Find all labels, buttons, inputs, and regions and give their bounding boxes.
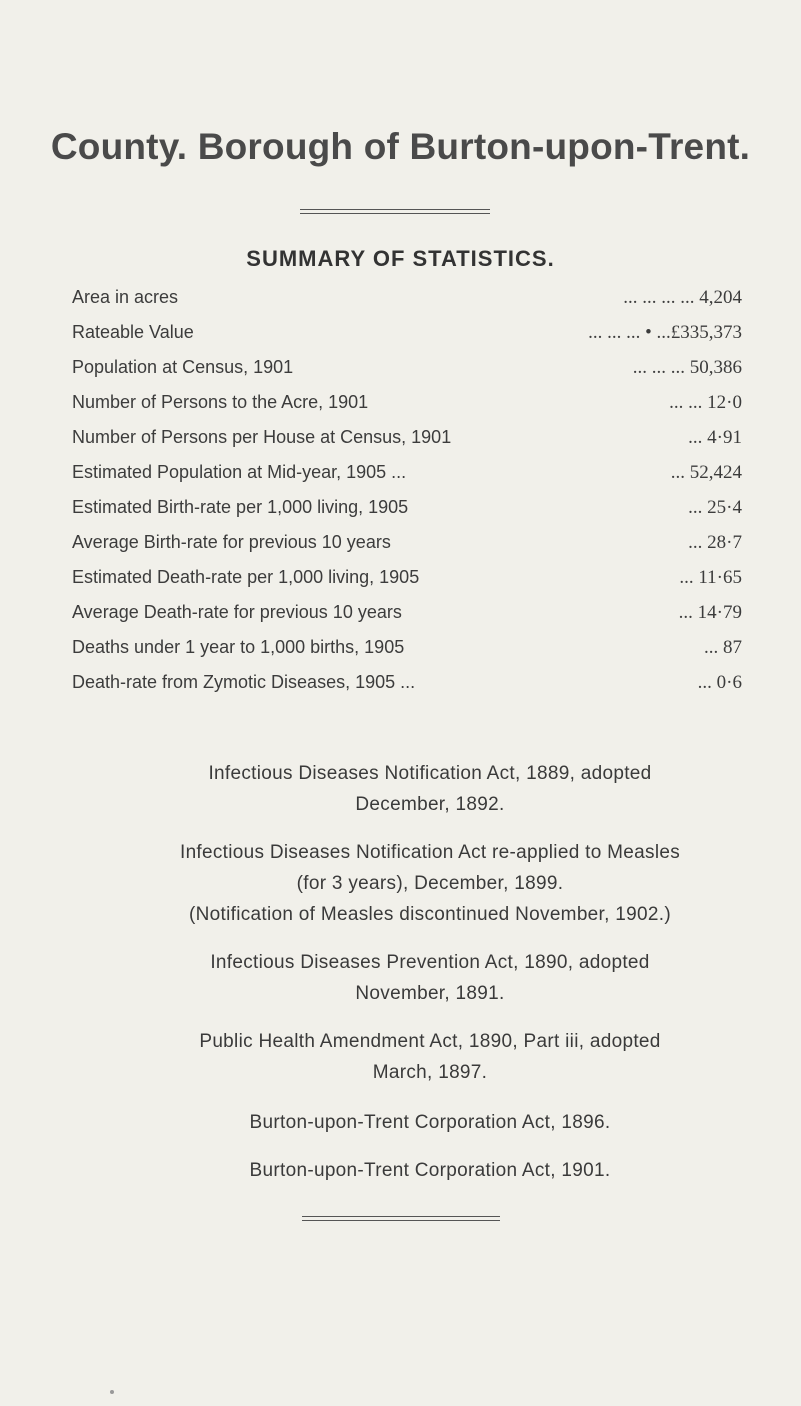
stat-value: ... ... ... 50,386 [632,357,742,378]
note-line: Infectious Diseases Prevention Act, 1890, adopted [210,952,650,973]
stat-value: ... 4·91 [688,427,742,448]
stat-label: Number of Persons to the Acre, 1901 [72,392,369,412]
stat-row [72,420,742,455]
stat-value: ... 52,424 [670,462,742,483]
stat-row [72,385,742,420]
note-line: Public Health Amendment Act, 1890, Part iii, adopted [199,1031,661,1052]
act-note [120,758,740,820]
stat-label: Deaths under 1 year to 1,000 births, 1905 [72,637,405,657]
note-line: Burton-upon-Trent Corporation Act, 1896. [249,1112,611,1133]
note-line: Infectious Diseases Notification Act, 1889, adopted [208,763,652,784]
stat-value: ... 11·65 [679,567,742,588]
stat-value: ... 28·7 [688,532,742,553]
stat-label: Population at Census, 1901 [72,357,294,377]
stat-value: ... ... ... • ...£335,373 [588,322,742,343]
stat-value: ... ... 12·0 [669,392,742,413]
stat-row [72,560,742,595]
note-line: November, 1891. [355,983,505,1004]
stat-label: Average Death-rate for previous 10 years [72,602,402,622]
note-line: (for 3 years), December, 1899. [296,873,564,894]
section-divider [302,1216,500,1221]
stat-value: ... 87 [704,637,742,658]
act-note [120,947,740,1009]
title-divider [300,209,490,214]
note-line: March, 1897. [372,1062,488,1083]
stat-label: Area in acres [72,287,179,307]
stat-row [72,630,742,665]
stat-label: Rateable Value [72,322,194,342]
stat-row [72,455,742,490]
stat-label: Estimated Death-rate per 1,000 living, 1905 [72,567,420,587]
stat-value: ... 0·6 [697,672,742,693]
note-line: Infectious Diseases Notification Act re-applied to Measles [179,842,681,863]
stat-value: ... 25·4 [688,497,742,518]
note-line: (Notification of Measles discontinued November, 1902.) [189,904,671,925]
stat-row [72,280,742,315]
act-note [120,1155,740,1186]
stat-value: ... ... ... ... 4,204 [623,287,742,308]
statistics-table [72,280,742,700]
stat-row [72,315,742,350]
note-line: December, 1892. [355,794,505,815]
stat-label: Death-rate from Zymotic Diseases, 1905 ... [72,672,416,692]
stat-label: Number of Persons per House at Census, 1901 [72,427,452,447]
stat-row [72,665,742,700]
acts-list [120,758,740,1186]
stat-label: Estimated Birth-rate per 1,000 living, 1905 [72,497,409,517]
stat-row [72,350,742,385]
act-note [120,1026,740,1088]
stat-label: Estimated Population at Mid-year, 1905 ... [72,462,407,482]
page-title: County. Borough of Burton-upon-Trent. [50,126,751,167]
note-line: Burton-upon-Trent Corporation Act, 1901. [249,1160,611,1181]
ink-speck [110,1390,114,1394]
act-note [120,837,740,930]
section-heading: SUMMARY OF STATISTICS. [246,246,555,271]
act-note [120,1107,740,1138]
stat-row [72,490,742,525]
stat-row [72,525,742,560]
stat-row [72,595,742,630]
stat-label: Average Birth-rate for previous 10 years [72,532,391,552]
stat-value: ... 14·79 [678,602,742,623]
